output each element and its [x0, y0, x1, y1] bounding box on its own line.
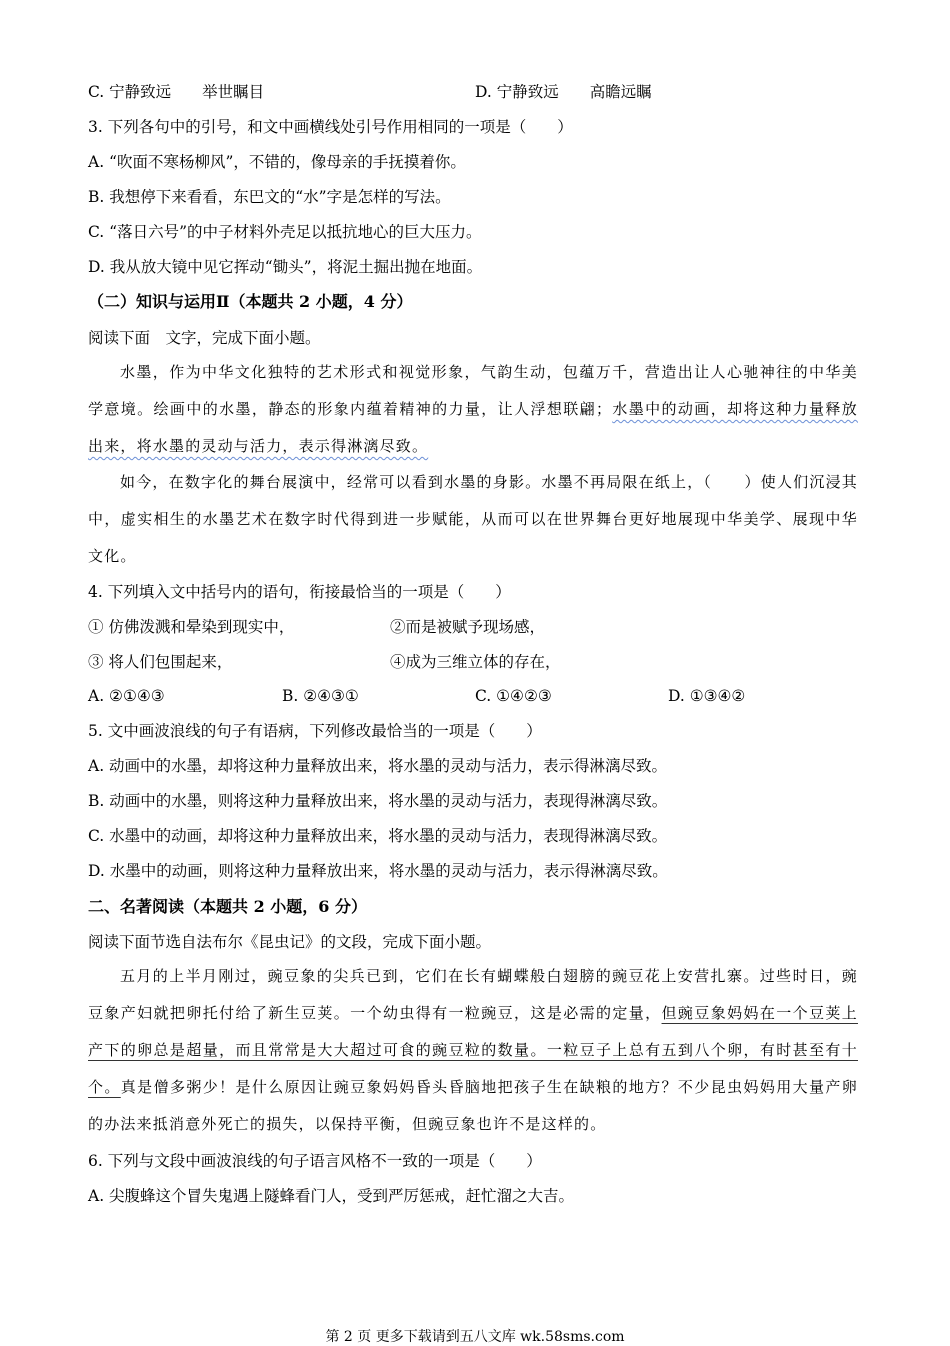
- page-footer: 第 2 页 更多下载请到五八文库 wk.58sms.com: [325, 1329, 625, 1345]
- q5-stem: 5. 文中画波浪线的句子有语病，下列修改最恰当的一项是（ ）: [88, 722, 542, 740]
- q6-option-a: A. 尖腹蜂这个冒失鬼遇上隧蜂看门人，受到严厉惩戒，赶忙溜之大吉。: [88, 1187, 575, 1205]
- underlined-sentence: 但豌豆象妈妈在一个豆荚上产下的卵总是超量，而且常常是大大超过可食的豌豆粒的数量。一粒豆子上总有五到八个卵，有时甚至有十个。: [88, 1004, 858, 1096]
- q5-option-b: B. 动画中的水墨，则将这种力量释放出来，将水墨的灵动与活力，表现得淋漓尽致。: [88, 792, 668, 810]
- q3-option-a: A. “吹面不寒杨柳风”，不错的，像母亲的手抚摸着你。: [88, 153, 466, 171]
- q3-option-b: B. 我想停下来看看，东巴文的“水”字是怎样的写法。: [88, 188, 451, 206]
- section2-heading: （二）知识与运用Ⅱ（本题共 2 小题，4 分）: [88, 292, 413, 311]
- q5-option-c: C. 水墨中的动画，却将这种力量释放出来，将水墨的灵动与活力，表现得淋漓尽致。: [88, 827, 668, 845]
- q3-option-d: D. 我从放大镜中见它挥动“锄头”，将泥土掘出抛在地面。: [88, 258, 483, 276]
- q4-sentence-2: ②而是被赋予现场感，: [390, 618, 546, 636]
- passage-ink-p1: [88, 354, 858, 465]
- q3-stem: 3. 下列各句中的引号，和文中画横线处引号作用相同的一项是（ ）: [88, 118, 573, 136]
- passage-insects-text-1: 五月的上半月刚过，豌豆象的尖兵已到，它们在长有蝴蝶般白翅膀的豌豆花上安营扎寨。过些时日，豌豆象产妇就把卵托付给了新生豆荚。一个幼虫得有一粒豌豆，这是必需的定量，: [88, 967, 858, 1022]
- q4-sentence-4: ④成为三维立体的存在，: [390, 653, 561, 671]
- passage-insects-text-2: 真是僧多粥少！是什么原因让豌豆象妈妈昏头昏脑地把孩子生在缺粮的地方？不少昆虫妈妈用大量产卵的办法来抵消意外死亡的损失，以保持平衡，但豌豆象也许不是这样的。: [88, 1078, 858, 1133]
- passage-insects: [88, 958, 858, 1143]
- section3-heading: 二、名著阅读（本题共 2 小题，6 分）: [88, 897, 367, 916]
- q4-stem: 4. 下列填入文中括号内的语句，衔接最恰当的一项是（ ）: [88, 583, 511, 601]
- q4-option-d: D. ①③④②: [668, 687, 746, 705]
- q2-option-d: D. 宁静致远 高瞻远瞩: [475, 83, 652, 101]
- q6-stem: 6. 下列与文段中画波浪线的句子语言风格不一致的一项是（ ）: [88, 1152, 542, 1170]
- section2-intro: 阅读下面 文字，完成下面小题。: [88, 329, 321, 347]
- passage-ink-p2: 如今，在数字化的舞台展演中，经常可以看到水墨的身影。水墨不再局限在纸上，（ ）使人们沉浸其中，虚实相生的水墨艺术在数字时代得到进一步赋能，从而可以在世界舞台更好地展现中华美学、展现中华文化。: [88, 473, 858, 565]
- q2-option-c: C. 宁静致远 举世瞩目: [88, 83, 265, 101]
- passage-ink-p1-text: 水墨，作为中华文化独特的艺术形式和视觉形象，气韵生动，包蕴万千，营造出让人心驰神往的中华美学意境。绘画中的水墨，静态的形象内蕴着精神的力量，让人浮想联翩；: [88, 363, 858, 418]
- q3-option-c: C. “落日六号”的中子材料外壳足以抵抗地心的巨大压力。: [88, 223, 482, 241]
- wavy-sentence: 水墨中的动画，却将这种力量释放出来，将水墨的灵动与活力，表示得淋漓尽致。: [88, 400, 858, 455]
- q5-option-d: D. 水墨中的动画，则将这种力量释放出来，将水墨的灵动与活力，表示得淋漓尽致。: [88, 862, 668, 880]
- q4-option-a: A. ②①④③: [88, 687, 165, 705]
- q4-sentence-3: ③ 将人们包围起来，: [88, 653, 233, 671]
- q5-option-a: A. 动画中的水墨，却将这种力量释放出来，将水墨的灵动与活力，表示得淋漓尽致。: [88, 757, 668, 775]
- section3-intro: 阅读下面节选自法布尔《昆虫记》的文段，完成下面小题。: [88, 933, 492, 951]
- q4-option-c: C. ①④②③: [475, 687, 552, 705]
- q4-sentence-1: ① 仿佛泼溅和晕染到现实中，: [88, 618, 295, 636]
- q4-option-b: B. ②④③①: [282, 687, 359, 705]
